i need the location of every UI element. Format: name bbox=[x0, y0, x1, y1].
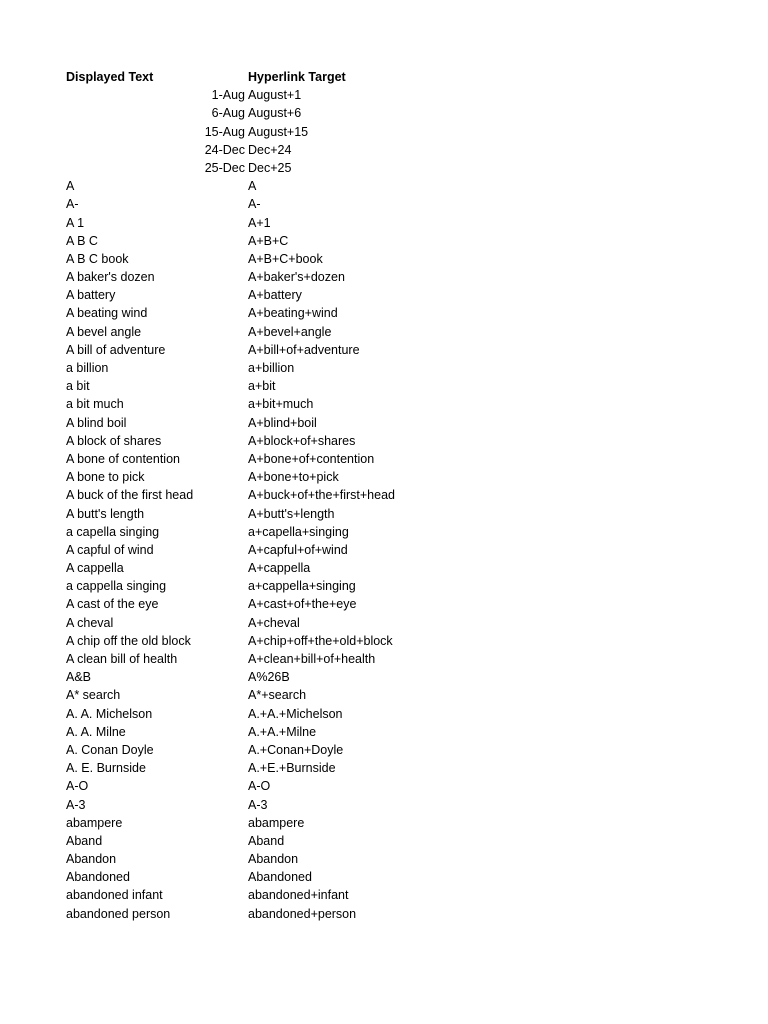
table-row bbox=[66, 541, 706, 559]
hyperlink-target-cell: A+bone+to+pick bbox=[248, 470, 339, 485]
displayed-text-cell: A. A. Michelson bbox=[66, 706, 153, 721]
hyperlink-target-cell: A+butt's+length bbox=[248, 506, 335, 521]
table-row bbox=[66, 359, 706, 377]
hyperlink-target-cell: A+cappella bbox=[248, 561, 311, 576]
hyperlink-target-cell: abandoned+infant bbox=[248, 888, 349, 903]
table-row bbox=[66, 414, 706, 432]
displayed-text-cell: a bit bbox=[66, 379, 90, 394]
displayed-text-cell: A battery bbox=[66, 288, 116, 303]
hyperlink-target-cell: A.+A.+Michelson bbox=[248, 706, 343, 721]
displayed-text-cell: A buck of the first head bbox=[66, 488, 194, 503]
table-row bbox=[66, 650, 706, 668]
hyperlink-target-cell: a+bit bbox=[248, 379, 276, 394]
table-row bbox=[66, 905, 706, 923]
table-row bbox=[66, 250, 706, 268]
table-row bbox=[66, 832, 706, 850]
displayed-text-cell: 6-Aug bbox=[211, 106, 245, 121]
displayed-text-cell: A chip off the old block bbox=[66, 633, 191, 648]
displayed-text-cell: A blind boil bbox=[66, 415, 127, 430]
hyperlink-target-cell: A+bill+of+adventure bbox=[248, 342, 360, 357]
table-row bbox=[66, 232, 706, 250]
hyperlink-target-cell: August+1 bbox=[248, 88, 302, 103]
displayed-text-cell: A cappella bbox=[66, 561, 124, 576]
hyperlink-target-cell: A+cheval bbox=[248, 615, 300, 630]
displayed-text-cell: A* search bbox=[66, 688, 121, 703]
displayed-text-cell: abandoned person bbox=[66, 906, 171, 921]
table-row bbox=[66, 195, 706, 213]
displayed-text-cell: A. A. Milne bbox=[66, 724, 126, 739]
hyperlink-target-cell: A%26B bbox=[248, 670, 290, 685]
table-row bbox=[66, 177, 706, 195]
displayed-text-cell: 15-Aug bbox=[204, 124, 245, 139]
hyperlink-target-cell: A+chip+off+the+old+block bbox=[248, 633, 393, 648]
displayed-text-cell: a bit much bbox=[66, 397, 124, 412]
table-row bbox=[66, 814, 706, 832]
displayed-text-cell: A bbox=[66, 179, 75, 194]
hyperlink-target-cell: A bbox=[248, 179, 257, 194]
hyperlink-target-cell: A+1 bbox=[248, 215, 271, 230]
displayed-text-cell: A- bbox=[66, 197, 79, 212]
hyperlink-target-cell: A+block+of+shares bbox=[248, 433, 356, 448]
displayed-text-cell: a cappella singing bbox=[66, 579, 167, 594]
hyperlink-target-cell: abandoned+person bbox=[248, 906, 357, 921]
table-row bbox=[66, 395, 706, 413]
table-row bbox=[66, 577, 706, 595]
table-row bbox=[66, 686, 706, 704]
table-body bbox=[66, 86, 706, 923]
displayed-text-cell: A&B bbox=[66, 670, 92, 685]
hyperlink-target-cell: August+6 bbox=[248, 106, 302, 121]
hyperlink-target-cell: A+beating+wind bbox=[248, 306, 338, 321]
header-row bbox=[66, 68, 706, 86]
hyperlink-target-cell: A+bone+of+contention bbox=[248, 451, 375, 466]
hyperlink-target-cell: a+capella+singing bbox=[248, 524, 349, 539]
displayed-text-cell: A. Conan Doyle bbox=[66, 742, 154, 757]
displayed-text-cell: A capful of wind bbox=[66, 542, 154, 557]
displayed-text-cell: abampere bbox=[66, 815, 123, 830]
hyperlink-target-cell: A.+A.+Milne bbox=[248, 724, 317, 739]
hyperlink-target-cell: A+B+C bbox=[248, 233, 289, 248]
table-row bbox=[66, 141, 706, 159]
displayed-text-cell: 1-Aug bbox=[211, 88, 245, 103]
hyperlink-target-cell: A+B+C+book bbox=[248, 251, 323, 266]
displayed-text-cell: Abandoned bbox=[66, 870, 130, 885]
displayed-text-cell: Aband bbox=[66, 833, 103, 848]
hyperlink-target-cell: A-O bbox=[248, 779, 271, 794]
header-hyperlink-target: Hyperlink Target bbox=[248, 70, 346, 84]
table-row bbox=[66, 632, 706, 650]
hyperlink-target-cell: a+cappella+singing bbox=[248, 579, 356, 594]
table-row bbox=[66, 286, 706, 304]
table-row bbox=[66, 304, 706, 322]
table-row bbox=[66, 104, 706, 122]
hyperlink-target-cell: a+billion bbox=[248, 361, 295, 375]
hyperlink-target-cell: A.+Conan+Doyle bbox=[248, 742, 344, 757]
displayed-text-cell: A-3 bbox=[66, 797, 86, 812]
hyperlink-target-cell: abampere bbox=[248, 815, 305, 830]
displayed-text-cell: a capella singing bbox=[66, 524, 160, 539]
hyperlink-target-cell: Abandon bbox=[248, 852, 299, 867]
table-row bbox=[66, 323, 706, 341]
table-row bbox=[66, 432, 706, 450]
table-row bbox=[66, 668, 706, 686]
hyperlink-target-cell: A+clean+bill+of+health bbox=[248, 652, 376, 666]
displayed-text-cell: A cheval bbox=[66, 615, 114, 630]
displayed-text-cell: A bone of contention bbox=[66, 451, 180, 466]
displayed-text-cell: abandoned infant bbox=[66, 888, 163, 903]
table-row bbox=[66, 505, 706, 523]
displayed-text-cell: A-O bbox=[66, 779, 89, 794]
table-row bbox=[66, 450, 706, 468]
displayed-text-cell: A B C bbox=[66, 233, 98, 248]
table-row bbox=[66, 486, 706, 504]
displayed-text-cell: A B C book bbox=[66, 251, 129, 266]
table-row bbox=[66, 595, 706, 613]
displayed-text-cell: A 1 bbox=[66, 215, 85, 230]
hyperlink-target-cell: A- bbox=[248, 197, 261, 212]
displayed-text-cell: A beating wind bbox=[66, 306, 148, 321]
table-row bbox=[66, 777, 706, 795]
displayed-text-cell: A bone to pick bbox=[66, 470, 145, 485]
displayed-text-cell: A baker's dozen bbox=[66, 270, 155, 285]
table-row bbox=[66, 268, 706, 286]
table-row bbox=[66, 705, 706, 723]
hyperlink-target-cell: A+blind+boil bbox=[248, 415, 317, 430]
table-row bbox=[66, 341, 706, 359]
table-row bbox=[66, 468, 706, 486]
hyperlink-target-cell: A+buck+of+the+first+head bbox=[248, 488, 395, 503]
table-row bbox=[66, 868, 706, 886]
table-row bbox=[66, 759, 706, 777]
table-row bbox=[66, 723, 706, 741]
table-row bbox=[66, 614, 706, 632]
table-row bbox=[66, 741, 706, 759]
hyperlink-target-cell: a+bit+much bbox=[248, 397, 314, 412]
table-row bbox=[66, 86, 706, 104]
hyperlink-target-cell: Aband bbox=[248, 833, 285, 848]
displayed-text-cell: A cast of the eye bbox=[66, 597, 159, 612]
displayed-text-cell: A bevel angle bbox=[66, 324, 142, 339]
hyperlink-target-cell: A.+E.+Burnside bbox=[248, 761, 336, 776]
displayed-text-cell: A clean bill of health bbox=[66, 652, 178, 666]
table-row bbox=[66, 523, 706, 541]
hyperlink-target-cell: A+bevel+angle bbox=[248, 324, 332, 339]
table-row bbox=[66, 886, 706, 904]
table-row bbox=[66, 123, 706, 141]
displayed-text-cell: A bill of adventure bbox=[66, 342, 166, 357]
hyperlink-table bbox=[66, 68, 706, 923]
hyperlink-target-cell: A-3 bbox=[248, 797, 268, 812]
hyperlink-target-cell: A+baker's+dozen bbox=[248, 270, 345, 285]
table-row bbox=[66, 159, 706, 177]
table-row bbox=[66, 850, 706, 868]
hyperlink-target-cell: Dec+24 bbox=[248, 142, 292, 157]
table-row bbox=[66, 796, 706, 814]
table-row bbox=[66, 559, 706, 577]
displayed-text-cell: A block of shares bbox=[66, 433, 162, 448]
displayed-text-cell: 24-Dec bbox=[204, 142, 245, 157]
hyperlink-target-cell: Dec+25 bbox=[248, 160, 292, 175]
displayed-text-cell: a billion bbox=[66, 361, 109, 375]
table-row bbox=[66, 214, 706, 232]
displayed-text-cell: A. E. Burnside bbox=[66, 761, 146, 776]
displayed-text-cell: 25-Dec bbox=[204, 160, 245, 175]
table-row bbox=[66, 377, 706, 395]
hyperlink-target-cell: A*+search bbox=[248, 688, 307, 703]
hyperlink-target-cell: A+cast+of+the+eye bbox=[248, 597, 357, 612]
hyperlink-target-cell: A+capful+of+wind bbox=[248, 542, 348, 557]
displayed-text-cell: Abandon bbox=[66, 852, 117, 867]
hyperlink-target-cell: August+15 bbox=[248, 124, 309, 139]
hyperlink-target-cell: Abandoned bbox=[248, 870, 312, 885]
hyperlink-target-cell: A+battery bbox=[248, 288, 302, 303]
displayed-text-cell: A butt's length bbox=[66, 506, 145, 521]
header-displayed-text: Displayed Text bbox=[66, 70, 154, 84]
